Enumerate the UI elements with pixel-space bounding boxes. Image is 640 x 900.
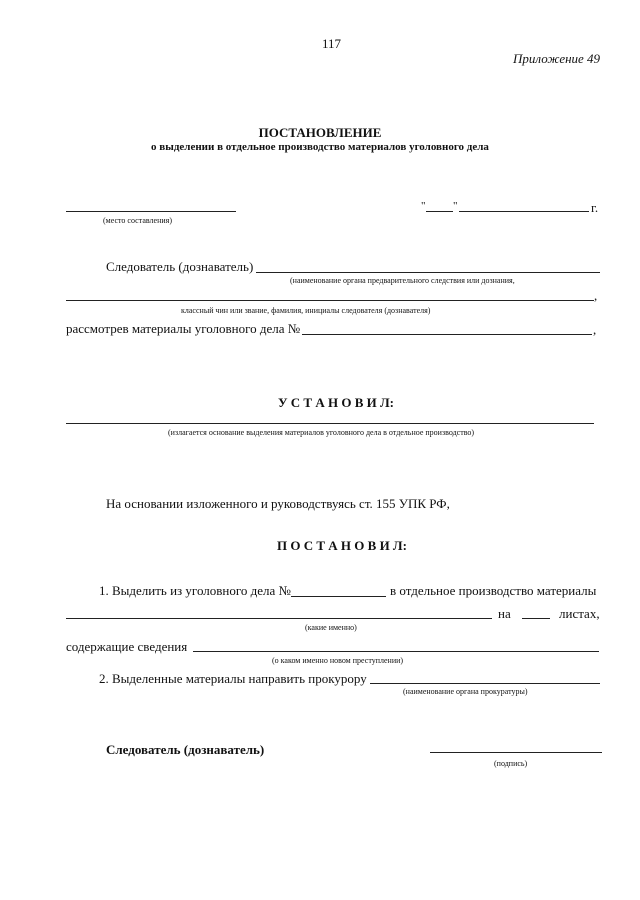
investigator-field[interactable] [256,272,600,273]
year-suffix: г. [591,200,599,215]
reviewed-comma: , [593,322,597,337]
investigator-caption-1: (наименование органа предварительного следствия или дознания, [290,276,515,285]
crime-caption: (о каком именно новом преступлении) [272,656,404,665]
case-number-field[interactable] [302,334,592,335]
containing-label: содержащие сведения [66,639,188,654]
item1-case-number-field[interactable] [291,596,386,597]
signature-caption: (подпись) [494,759,528,768]
rank-comma: , [594,288,598,303]
item1-suffix: в отдельное производство материалы [390,583,597,598]
date-month-year-field[interactable] [459,211,589,212]
which-caption: (какие именно) [305,623,357,632]
place-field[interactable] [66,211,236,212]
prosecutor-caption: (наименование органа прокуратуры) [403,687,528,696]
item2-text: 2. Выделенные материалы направить прокурору [99,671,367,686]
established-heading: У С Т А Н О В И Л: [278,395,395,410]
basis-text: На основании изложенного и руководствуясь ст. 155 УПК РФ, [106,496,450,511]
item1-sheets: листах, [559,606,600,621]
information-field[interactable] [193,651,599,652]
sheets-count-field[interactable] [522,618,550,619]
date-day-field[interactable] [426,211,453,212]
page-number: 117 [322,36,342,51]
date-quote-close: " [453,200,458,212]
investigator-rank-field[interactable] [66,300,594,301]
signature-field[interactable] [430,752,602,753]
investigator-label: Следователь (дознаватель) [106,259,254,274]
materials-field[interactable] [66,618,492,619]
prosecutor-field[interactable] [370,683,600,684]
document-subtitle: о выделении в отдельное производство материалов уголовного дела [151,141,489,153]
document-title: ПОСТАНОВЛЕНИЕ [258,125,382,140]
reviewed-label: рассмотрев материалы уголовного дела № [66,321,301,336]
investigator-caption-2: классный чин или звание, фамилия, инициалы следователя (дознавателя) [181,306,431,315]
established-caption: (излагается основание выделения материалов уголовного дела в отдельное производство) [168,428,475,437]
appendix-label: Приложение 49 [513,51,601,66]
place-caption: (место составления) [103,216,172,225]
item1-on: на [498,606,511,621]
signature-label: Следователь (дознаватель) [106,742,265,757]
item1-prefix: 1. Выделить из уголовного дела № [99,583,291,598]
established-field[interactable] [66,423,594,424]
date-quote-open: " [421,200,426,212]
resolved-heading: П О С Т А Н О В И Л: [277,538,407,553]
